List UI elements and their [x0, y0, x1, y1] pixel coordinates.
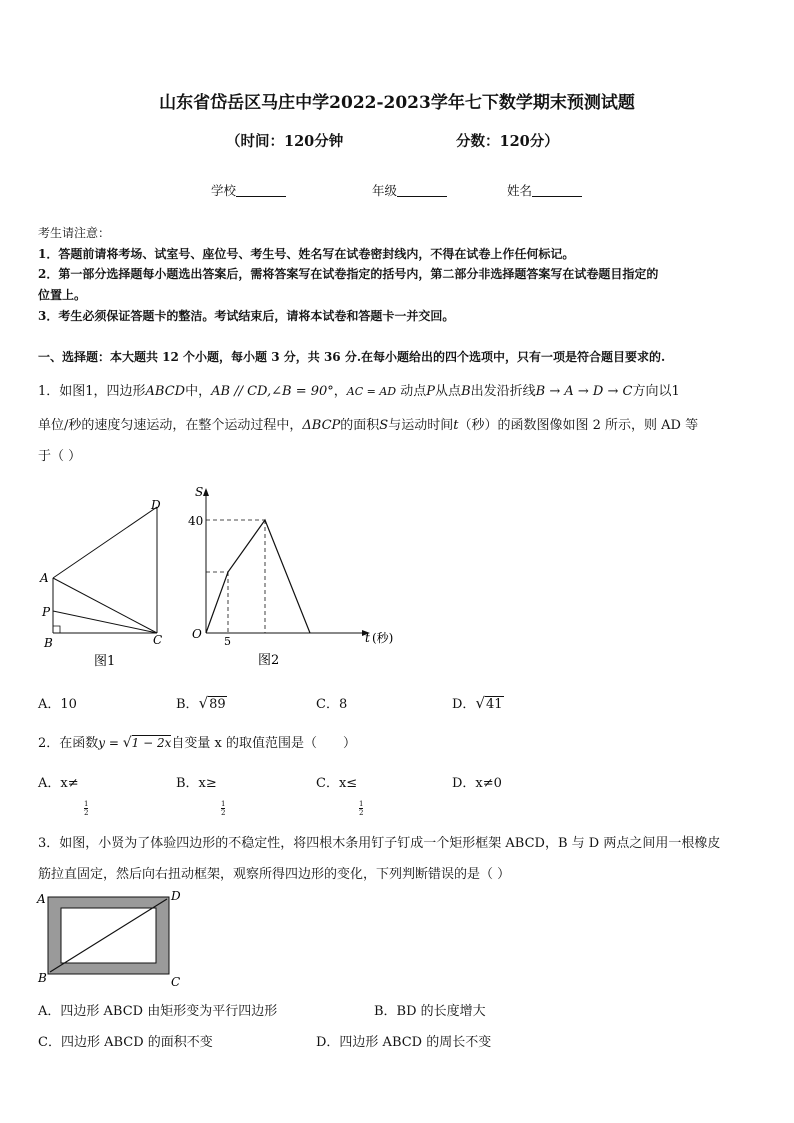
notice-line-4: 3．考生必须保证答题卡的整洁。考试结束后，请将本试卷和答题卡一并交回。 — [38, 309, 455, 323]
fig1-label-p: P — [42, 605, 51, 619]
notice-line-1: 1．答题前请将考场、试室号、座位号、考生号、姓名写在试卷密封线内，不得在试卷上作任何标记。 — [38, 247, 575, 261]
q1-option-b[interactable]: B．√89 — [176, 694, 226, 712]
q3-figure — [34, 886, 189, 990]
fig2-label-unit: (秒) — [372, 631, 394, 645]
fig2-label-40: 40 — [188, 514, 204, 528]
fig1-caption: 图1 — [94, 654, 116, 669]
q2-option-d[interactable]: D．x≠0 — [452, 776, 502, 791]
q3-fig-label-a: A — [37, 892, 46, 906]
q2-option-b[interactable]: B．x≥ — [176, 776, 217, 791]
q1-figure-1 — [36, 494, 171, 669]
page-title: 山东省岱岳区马庄中学2022-2023学年七下数学期末预测试题 — [159, 93, 635, 113]
q3-fig-label-c: C — [171, 975, 181, 989]
fig2-caption: 图2 — [258, 653, 280, 668]
fig1-label-d: D — [151, 498, 161, 512]
fig2-label-t: t — [365, 631, 370, 645]
name-field[interactable] — [507, 181, 582, 199]
notice-heading: 考生请注意： — [38, 226, 111, 240]
q1-line-3: 于（ ） — [38, 449, 82, 464]
q2-option-c[interactable]: C．x≤ — [316, 776, 358, 791]
grade-label: 年级 — [372, 183, 398, 198]
fig2-label-5: 5 — [224, 635, 231, 648]
q3-option-d[interactable]: D．四边形 ABCD 的周长不变 — [316, 1035, 492, 1050]
fig1-label-a: A — [40, 571, 49, 585]
school-label: 学校 — [211, 183, 237, 198]
q3-line-2: 筋拉直固定，然后向右扭动框架，观察所得四边形的变化，下列判断错误的是（ ） — [38, 867, 511, 882]
q3-line-1: 3．如图，小贤为了体验四边形的不稳定性，将四根木条用钉子钉成一个矩形框架 ABCD，B 与 D 两点之间用一根橡皮 — [38, 836, 721, 851]
q3-fig-label-b: B — [38, 971, 47, 985]
q3-option-b[interactable]: B．BD 的长度增大 — [374, 1004, 486, 1019]
fig2-label-o: O — [192, 627, 202, 641]
fig1-label-c: C — [153, 633, 163, 647]
q1-line-2: 单位/秒的速度匀速运动，在整个运动过程中，ΔBCP的面积S与运动时间t（秒）的函数图像如图 2 所示，则 AD 等 — [38, 418, 699, 433]
q2-stem: 2．在函数y = √1 − 2x自变量 x 的取值范围是（ ） — [38, 735, 357, 751]
q1-figure-2 — [186, 480, 406, 670]
q3-fig-label-d: D — [171, 889, 181, 903]
notice-line-3: 位置上。 — [38, 288, 87, 302]
section-heading: 一、选择题：本大题共 12 个小题，每小题 3 分，共 36 分.在每小题给出的四个选项中，只有一项是符合题目要求的. — [38, 350, 666, 364]
q2-option-b-frac: $\frac{1}{2}$ — [221, 800, 226, 817]
fig2-label-s: S — [195, 485, 204, 499]
name-label: 姓名 — [507, 183, 533, 198]
grade-field[interactable] — [372, 181, 447, 199]
notice-line-2: 2．第一部分选择题每小题选出答案后，需将答案写在试卷指定的括号内，第二部分非选择题答案写在试卷题目指定的 — [38, 267, 659, 281]
q1-option-c[interactable]: C．8 — [316, 697, 348, 712]
q2-option-a[interactable]: A．x≠ — [38, 776, 79, 791]
school-field[interactable] — [211, 181, 286, 199]
q1-line-1: 1．如图1，四边形ABCD中，AB // CD,∠B = 90°，AC = AD 动点P从点B出发沿折线B → A → D → C方向以1 — [38, 384, 680, 399]
q2-option-a-frac: $\frac{1}{2}$ — [84, 800, 89, 817]
q2-option-c-frac: $\frac{1}{2}$ — [359, 800, 364, 817]
q3-option-a[interactable]: A．四边形 ABCD 由矩形变为平行四边形 — [38, 1004, 278, 1019]
q1-option-d[interactable]: D．√41 — [452, 694, 503, 712]
q1-option-a[interactable]: A．10 — [38, 697, 77, 712]
q3-option-c[interactable]: C．四边形 ABCD 的面积不变 — [38, 1035, 213, 1050]
exam-score: 分数：120分） — [456, 133, 559, 150]
exam-time: （时间：120分钟 — [226, 133, 344, 150]
fig1-label-b: B — [44, 636, 53, 650]
